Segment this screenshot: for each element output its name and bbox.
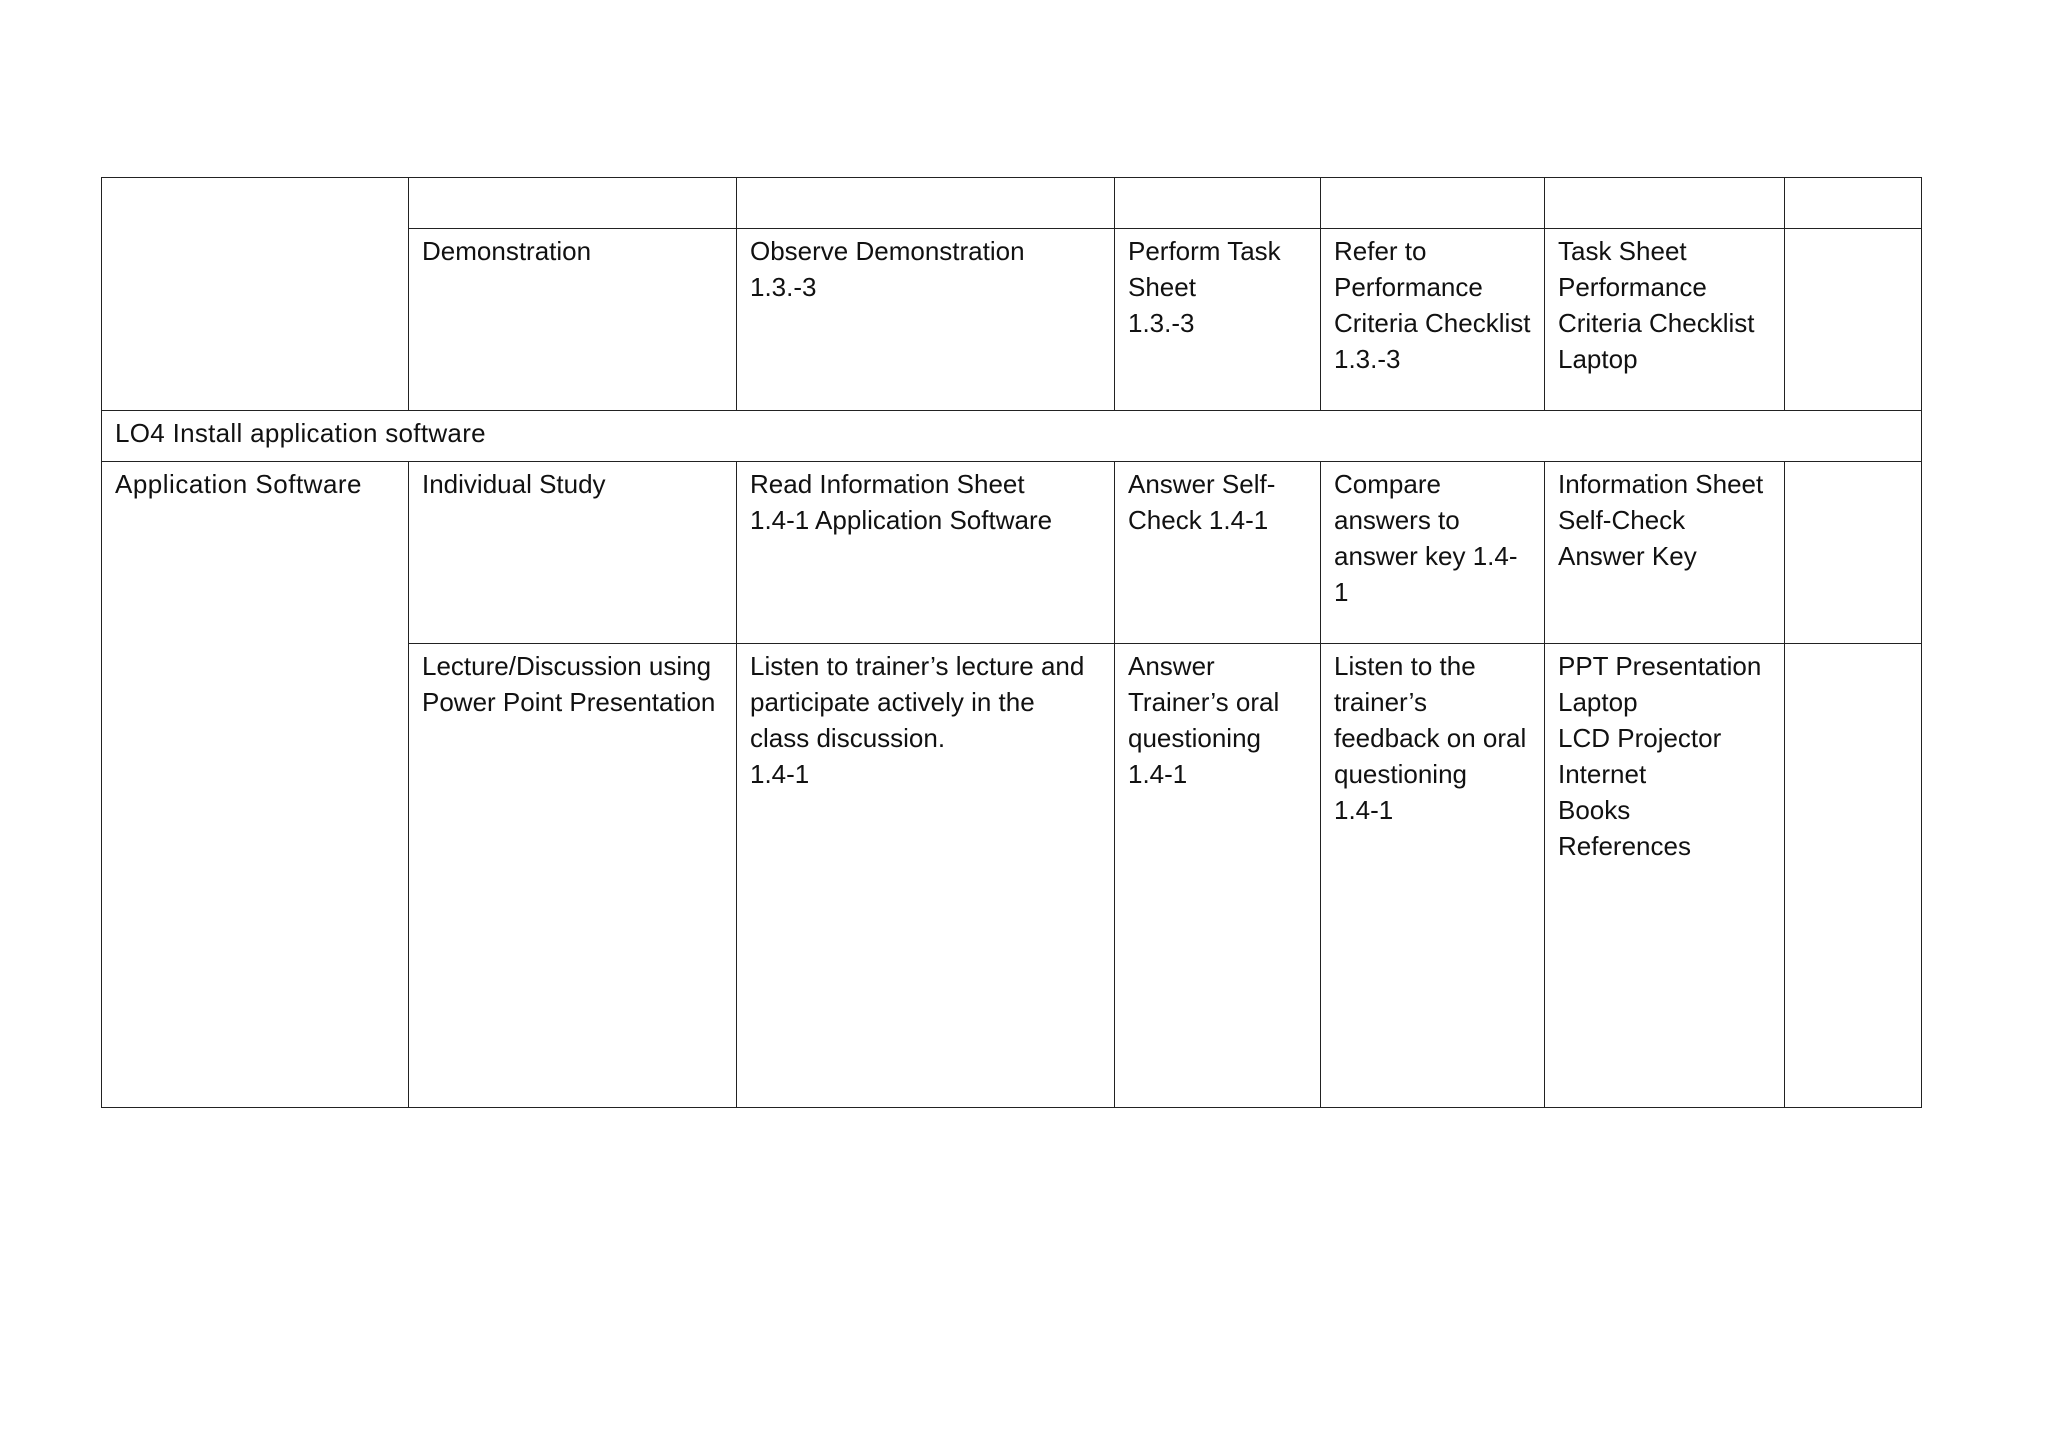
learning-activity-cell: Listen to trainer’s lecture and participate actively in the class discussion. 1.4-1 <box>737 644 1115 1108</box>
learning-activity-cell: Read Information Sheet 1.4-1 Application Software <box>737 462 1115 644</box>
resources-cell: PPT Presentation Laptop LCD Projector Internet Books References <box>1545 644 1785 1108</box>
table-row-individual-study <box>102 462 1922 644</box>
resources-cell: Information Sheet Self-Check Answer Key <box>1545 462 1785 644</box>
task-cell: Answer Self-Check 1.4-1 <box>1115 462 1321 644</box>
empty-cell <box>737 178 1115 229</box>
learning-outcome-heading: LO4 Install application software <box>102 411 1922 462</box>
empty-cell <box>1785 644 1922 1108</box>
table-row-learning-outcome <box>102 411 1922 462</box>
learning-activity-cell: Observe Demonstration 1.3.-3 <box>737 229 1115 411</box>
task-cell: Perform Task Sheet 1.3.-3 <box>1115 229 1321 411</box>
table-row-top <box>102 178 1922 229</box>
method-cell: Individual Study <box>409 462 737 644</box>
resources-cell: Task Sheet Performance Criteria Checklist Laptop <box>1545 229 1785 411</box>
feedback-cell: Refer to Performance Criteria Checklist 1.3.-3 <box>1321 229 1545 411</box>
empty-cell <box>1785 462 1922 644</box>
empty-cell <box>1115 178 1321 229</box>
method-cell: Lecture/Discussion using Power Point Presentation <box>409 644 737 1108</box>
empty-cell <box>1321 178 1545 229</box>
empty-cell <box>1545 178 1785 229</box>
empty-cell <box>409 178 737 229</box>
method-cell: Demonstration <box>409 229 737 411</box>
session-plan-table <box>101 177 1922 1108</box>
empty-cell <box>1785 178 1922 229</box>
task-cell: Answer Trainer’s oral questioning 1.4-1 <box>1115 644 1321 1108</box>
feedback-cell: Listen to the trainer’s feedback on oral questioning 1.4-1 <box>1321 644 1545 1108</box>
content-cell: Application Software <box>102 462 409 1108</box>
content-cell-empty <box>102 178 409 411</box>
empty-cell <box>1785 229 1922 411</box>
feedback-cell: Compare answers to answer key 1.4-1 <box>1321 462 1545 644</box>
